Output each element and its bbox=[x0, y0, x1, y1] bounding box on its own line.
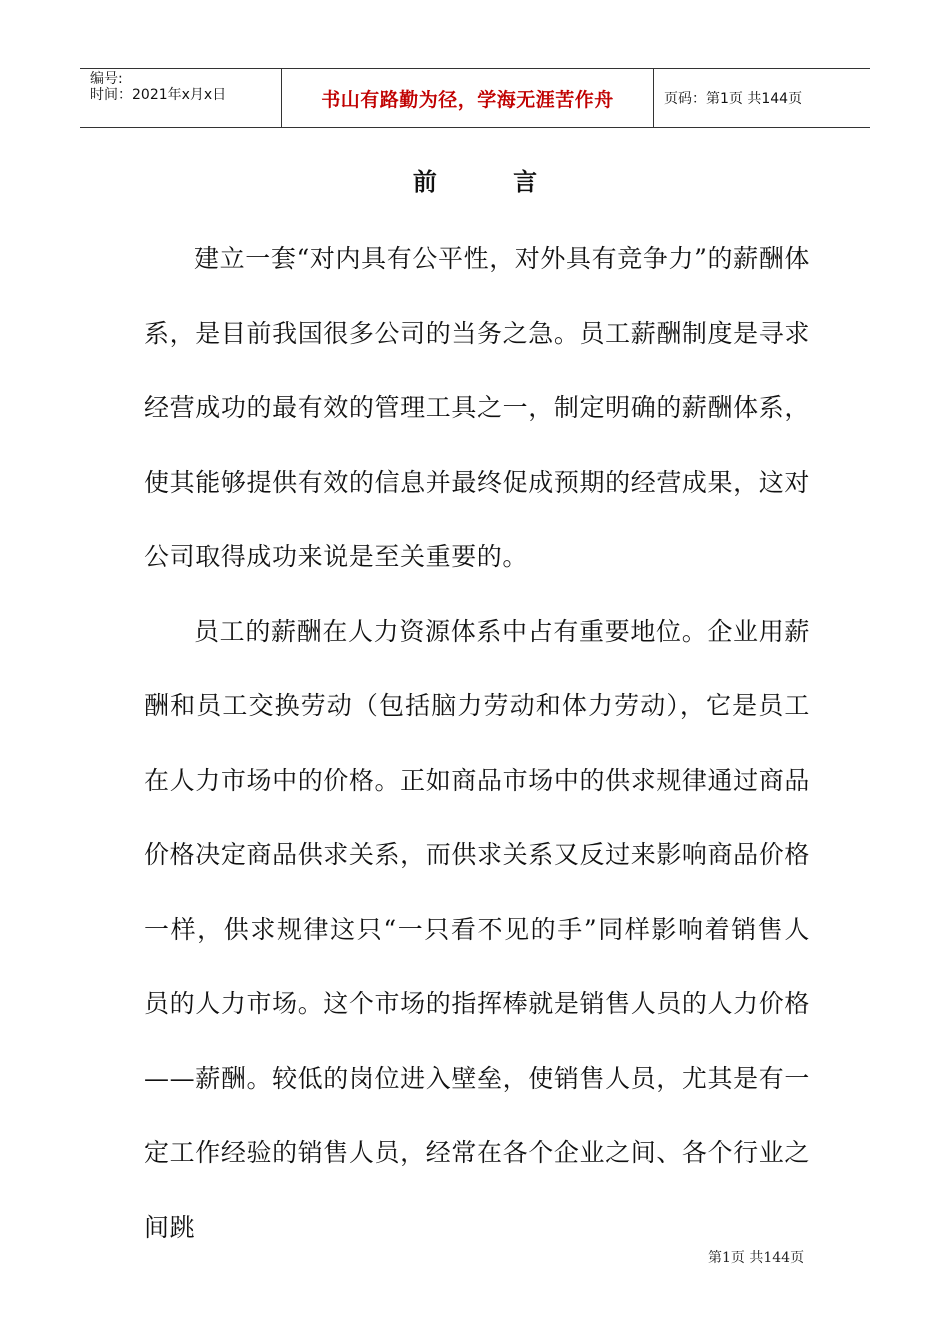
header-page-info: 页码：第1页 共144页 bbox=[664, 91, 803, 107]
document-number-label: 编号: bbox=[90, 71, 123, 87]
page-header bbox=[80, 68, 870, 128]
paragraph: 建立一套“对内具有公平性，对外具有竞争力”的薪酬体系，是目前我国很多公司的当务之急。员工薪酬制度是寻求经营成功的最有效的管理工具之一，制定明确的薪酬体系，使其能够提供有效的信息并最终促成预期的经营成果，这对公司取得成功来说是至关重要的。 bbox=[144, 244, 810, 571]
page-footer: 第1页 共144页 bbox=[708, 1250, 805, 1266]
header-motto: 书山有路勤为径，学海无涯苦作舟 bbox=[282, 69, 654, 127]
paragraph: 员工的薪酬在人力资源体系中占有重要地位。企业用薪酬和员工交换劳动（包括脑力劳动和体力劳动），它是员工在人力市场中的价格。正如商品市场中的供求规律通过商品价格决定商品供求关系，而供求关系又反过来影响商品价格一样，供求规律这只“一只看不见的手”同样影响着销售人员的人力市场。这个市场的指挥棒就是销售人员的人力价格——薪酬。较低的岗位进入壁垒，使销售人员，尤其是有一定工作经验的销售人员，经常在各个企业之间、各个行业之间跳 bbox=[144, 616, 810, 1242]
document-body bbox=[144, 222, 810, 1265]
document-title: 前 言 bbox=[412, 167, 572, 196]
document-time-label: 时间：2021年x月x日 bbox=[90, 87, 227, 103]
header-meta bbox=[80, 69, 282, 127]
